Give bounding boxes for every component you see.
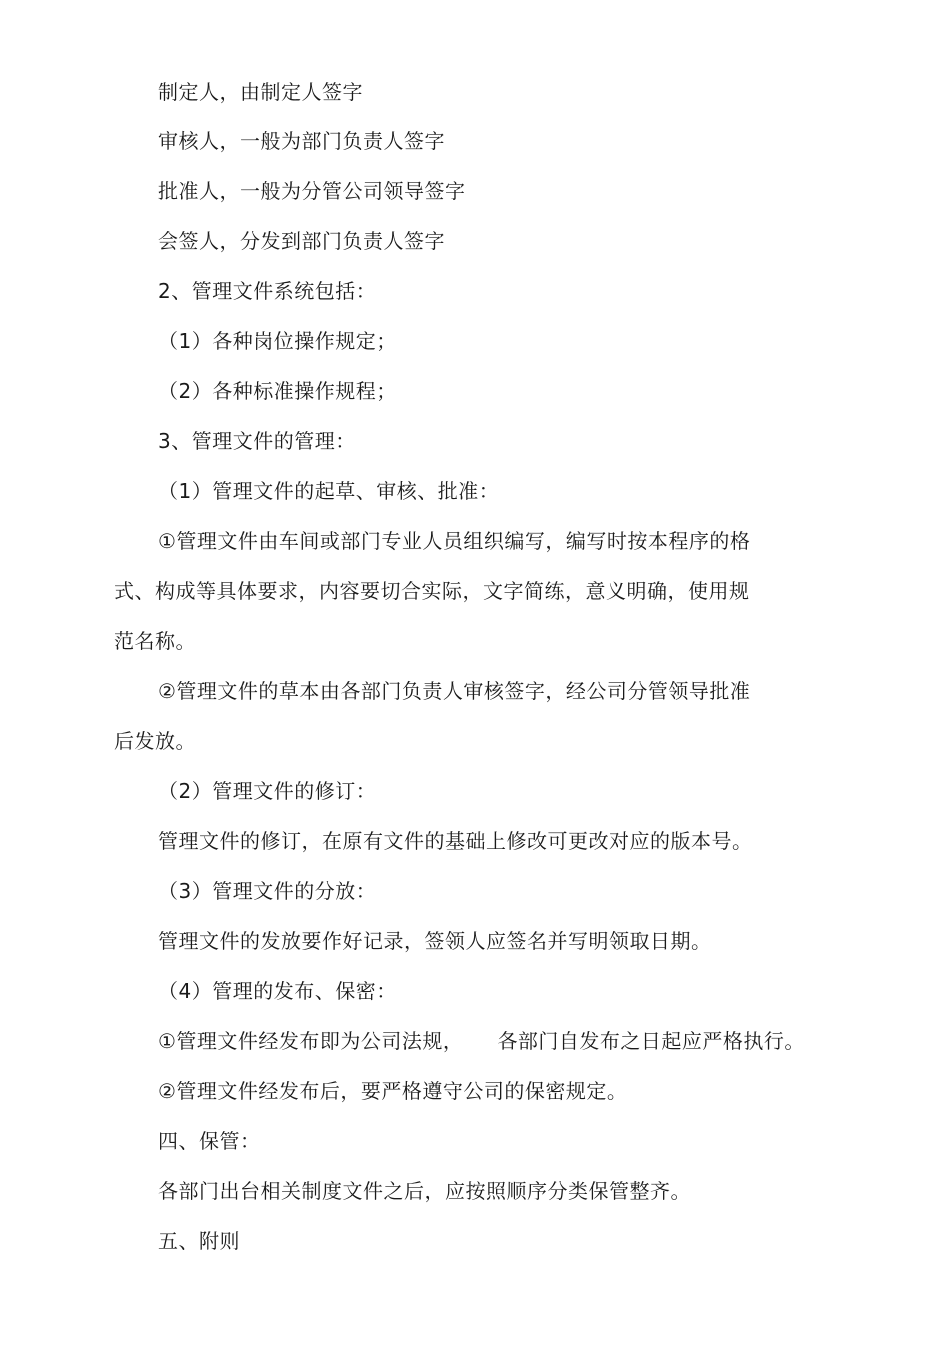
paragraph-publication-rule — [158, 1028, 805, 1054]
text-line-signer-maker: 制定人，由制定人签字 — [158, 80, 363, 104]
text-line-signer-approver: 批准人，一般为分管公司领导签字 — [158, 179, 466, 203]
subheading-publication: （4）管理的发布、保密： — [158, 979, 397, 1003]
paragraph-draft-approval-line-2: 后发放。 — [114, 729, 196, 753]
section-heading-storage: 四、保管： — [158, 1129, 261, 1153]
list-item-post-rules: （1）各种岗位操作规定； — [158, 329, 397, 353]
paragraph-drafting-line-3: 范名称。 — [114, 629, 196, 653]
paragraph-publication-part-2: 各部门自发布之日起应严格执行。 — [497, 1029, 805, 1053]
paragraph-draft-approval-line-1: ②管理文件的草本由各部门负责人审核签字，经公司分管领导批准 — [158, 679, 751, 703]
subheading-distribution: （3）管理文件的分放： — [158, 879, 377, 903]
paragraph-publication-part-1: ①管理文件经发布即为公司法规， — [158, 1029, 464, 1053]
subheading-drafting: （1）管理文件的起草、审核、批准： — [158, 479, 500, 503]
paragraph-drafting-line-1: ①管理文件由车间或部门专业人员组织编写，编写时按本程序的格 — [158, 529, 751, 553]
paragraph-drafting-line-2: 式、构成等具体要求，内容要切合实际，文字简练，意义明确，使用规 — [114, 579, 750, 603]
list-item-standard-procedures: （2）各种标准操作规程； — [158, 379, 397, 403]
text-line-signer-reviewer: 审核人，一般为部门负责人签字 — [158, 129, 445, 153]
paragraph-distribution: 管理文件的发放要作好记录，签领人应签名并写明领取日期。 — [158, 929, 712, 953]
section-heading-appendix: 五、附则 — [158, 1229, 240, 1253]
text-line-signer-countersigner: 会签人，分发到部门负责人签字 — [158, 229, 445, 253]
section-heading-management: 3、管理文件的管理： — [158, 429, 356, 453]
subheading-revision: （2）管理文件的修订： — [158, 779, 377, 803]
paragraph-confidentiality: ②管理文件经发布后，要严格遵守公司的保密规定。 — [158, 1079, 628, 1103]
paragraph-revision: 管理文件的修订，在原有文件的基础上修改可更改对应的版本号。 — [158, 829, 753, 853]
paragraph-storage: 各部门出台相关制度文件之后，应按照顺序分类保管整齐。 — [158, 1179, 691, 1203]
section-heading-system: 2、管理文件系统包括： — [158, 279, 377, 303]
